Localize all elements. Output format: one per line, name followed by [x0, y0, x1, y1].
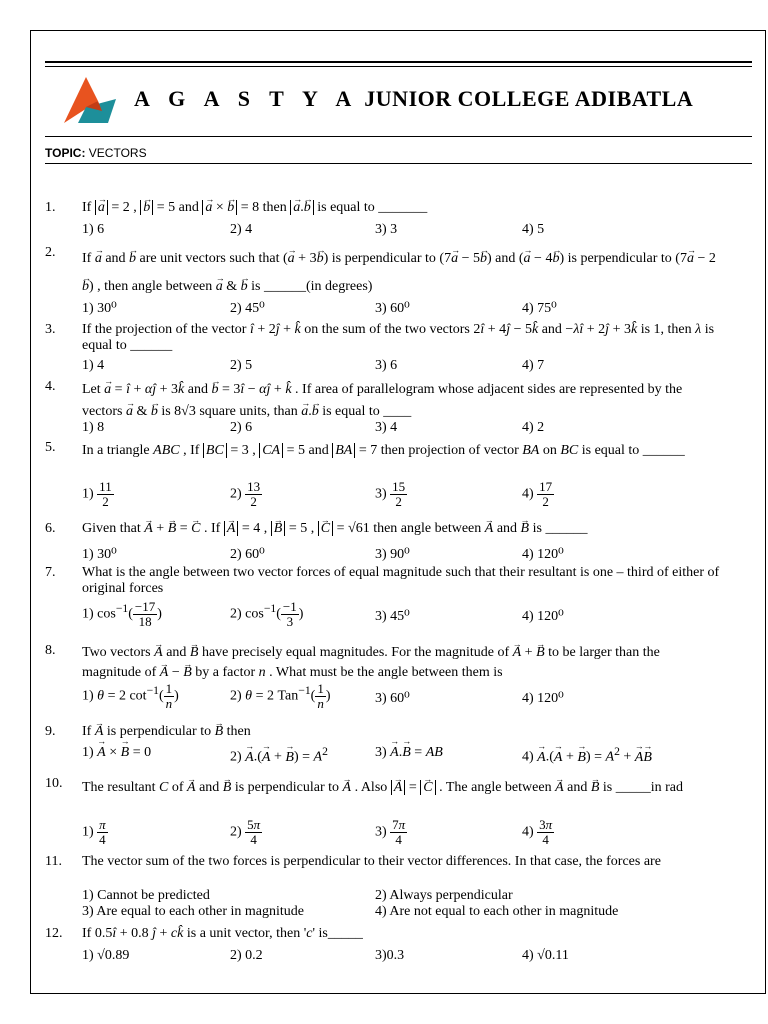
- question-number: 1.: [45, 200, 56, 215]
- option[interactable]: 1) 30⁰: [82, 547, 117, 562]
- option[interactable]: 3) 6: [375, 358, 398, 373]
- option[interactable]: 2) $\frac{5\pi}{4}$: [230, 817, 261, 847]
- option[interactable]: 4) 120⁰: [522, 609, 564, 624]
- question-number: 4.: [45, 379, 56, 394]
- option[interactable]: 4) 75⁰: [522, 301, 557, 316]
- option[interactable]: 2) $\cos^{-1}$( $\frac{-1}{3}$ ): [230, 599, 304, 629]
- options-9: [82, 745, 722, 763]
- option[interactable]: 3) $\frac{7\pi}{4}$: [375, 817, 406, 847]
- question-number: 8.: [45, 643, 56, 658]
- option[interactable]: 4) 5: [522, 222, 545, 237]
- option[interactable]: 4) 120⁰: [522, 547, 564, 562]
- header-rule-bottom: [45, 136, 752, 137]
- option[interactable]: 3) 60⁰: [375, 301, 410, 316]
- option[interactable]: 2) $\frac{13}{2}$: [230, 479, 261, 509]
- option[interactable]: 2) → A.(→ A + → $B) = A^2$: [230, 745, 328, 766]
- question-text: If → a = 2 , → b = 5 and → a × → b = 8 then → a.→ b is equal to _______: [82, 200, 722, 216]
- question-text: If the projection of the vector î + 2ĵ + k̂ on the sum of the two vectors 2î + 4ĵ − 5k̂ and −λî + 2ĵ + 3k̂ is 1, then λ is equal to ______: [82, 322, 715, 353]
- option[interactable]: 4) Are not equal to each other in magnitude: [375, 904, 619, 919]
- question-number: 6.: [45, 521, 56, 536]
- options-10: [82, 818, 722, 852]
- option[interactable]: 3) 90⁰: [375, 547, 410, 562]
- question-number: 5.: [45, 440, 56, 455]
- option[interactable]: 4) 7: [522, 358, 545, 373]
- option[interactable]: 3) 4: [375, 420, 398, 435]
- option[interactable]: 3) 45⁰: [375, 609, 410, 624]
- college-logo: [64, 77, 116, 123]
- option[interactable]: 2) Always perpendicular: [375, 888, 513, 903]
- option[interactable]: 2) 45⁰: [230, 301, 265, 316]
- options-5: [82, 480, 722, 514]
- options-4: [82, 420, 722, 436]
- question-number: 11.: [45, 854, 62, 869]
- question-text: If 0.5î + 0.8 ĵ + ck̂ is a unit vector, then 'c' is_____: [82, 926, 363, 941]
- option[interactable]: 1) $\frac{\pi}{4}$: [82, 817, 106, 847]
- header-rule-top: [45, 61, 752, 63]
- option[interactable]: 3) Are equal to each other in magnitude: [82, 904, 304, 919]
- option[interactable]: 1) θ = 2 $\cot^{-1}$( $\frac{1}{n}$ ): [82, 681, 179, 711]
- option[interactable]: 4) $\frac{17}{2}$: [522, 479, 553, 509]
- question-text: The vector sum of the two forces is perpendicular to their vector differences. In that case, the forces are: [82, 854, 661, 869]
- options-12: [82, 948, 722, 966]
- option[interactable]: 1) 30⁰: [82, 301, 117, 316]
- option[interactable]: 3) 60⁰: [375, 691, 410, 706]
- option[interactable]: 4) √0.11: [522, 948, 569, 963]
- option[interactable]: 4) → A.(→ A + → $B) = A^2$ + → A→ B: [522, 745, 652, 766]
- option[interactable]: 4) 120⁰: [522, 691, 564, 706]
- option[interactable]: 2) 5: [230, 358, 253, 373]
- topic-value: VECTORS: [88, 146, 147, 160]
- option[interactable]: 2) 0.2: [230, 948, 263, 963]
- option[interactable]: 4) $\frac{3\pi}{4}$: [522, 817, 553, 847]
- question-text: Given that → A + → B = → C . If → A = 4 , → B = 5 , → C = √61 then angle between → A and → B is ______: [82, 521, 722, 537]
- options-1: [82, 222, 722, 238]
- question-number: 2.: [45, 245, 56, 260]
- topic-label: TOPIC:: [45, 146, 86, 160]
- options-3: [82, 358, 722, 374]
- option[interactable]: 1) $\cos^{-1}$( $\frac{-17}{18}$ ): [82, 599, 162, 629]
- option[interactable]: 1) Cannot be predicted: [82, 888, 210, 903]
- option[interactable]: 3) $\frac{15}{2}$: [375, 479, 406, 509]
- option[interactable]: 2) 60⁰: [230, 547, 265, 562]
- question-text: What is the angle between two vector forces of equal magnitude such that their resultant is one – third of either of original forces: [82, 565, 720, 596]
- question-number: 9.: [45, 724, 56, 739]
- options-6: [82, 546, 722, 562]
- question-text: The resultant C of → A and → B is perpendicular to → A . Also → A = → C . The angle between → A and → B is _____in rad: [82, 776, 722, 800]
- college-name-spaced: A G A S T Y A: [134, 86, 359, 111]
- question-text: If → A is perpendicular to → B then: [82, 724, 722, 740]
- option[interactable]: 1) 8: [82, 420, 105, 435]
- option[interactable]: 2) 4: [230, 222, 253, 237]
- question-number: 12.: [45, 926, 63, 941]
- options-2: [82, 300, 722, 316]
- header-rule-top-thin: [45, 66, 752, 67]
- option[interactable]: 3) → A.→ B = AB: [375, 745, 443, 761]
- question-text: If → a and → b are unit vectors such that (→ a + 3→ b) is perpendicular to (7→ a − 5→ b) and (→ a − 4→ b) is perpendicular to (7→ a − 2→ b) , then angle between → a & → b is ______(in degrees): [82, 245, 722, 301]
- option[interactable]: 2) θ = 2 Tan$^{-1}$( $\frac{1}{n}$ ): [230, 681, 331, 711]
- option[interactable]: 3)0.3: [375, 948, 405, 963]
- question-number: 10.: [45, 776, 63, 791]
- option[interactable]: 1) 6: [82, 222, 105, 237]
- question-text: Two vectors → A and → B have precisely equal magnitudes. For the magnitude of → A + → B to be larger than the magnitude of → A − → B by a factor n . What must be the angle between them is: [82, 643, 722, 683]
- question-number: 7.: [45, 565, 56, 580]
- option[interactable]: 1) √0.89: [82, 948, 130, 963]
- question-text: Let → a = î + αĵ + 3k̂ and → b = 3î − αĵ + k̂ . If area of parallelogram whose adjacent sides are represented by the vectors → a & → b is 8√3 square units, than → a.→ b is equal to ____: [82, 379, 722, 423]
- options-7: [82, 600, 722, 638]
- option[interactable]: 1) $\frac{11}{2}$: [82, 479, 112, 509]
- question-number: 3.: [45, 322, 56, 337]
- college-name: [134, 86, 693, 112]
- option[interactable]: 1) → A × → B = 0: [82, 745, 151, 761]
- topic-line: [45, 146, 147, 160]
- options-8: [82, 682, 722, 720]
- option[interactable]: 3) 3: [375, 222, 398, 237]
- question-text: In a triangle ABC , If BC = 3 , CA = 5 and BA = 7 then projection of vector BA on BC is equal to ______: [82, 443, 685, 458]
- option[interactable]: 4) 2: [522, 420, 545, 435]
- college-name-rest: JUNIOR COLLEGE ADIBATLA: [364, 86, 694, 111]
- topic-rule: [45, 163, 752, 164]
- options-11: [82, 888, 722, 922]
- option[interactable]: 2) 6: [230, 420, 253, 435]
- option[interactable]: 1) 4: [82, 358, 105, 373]
